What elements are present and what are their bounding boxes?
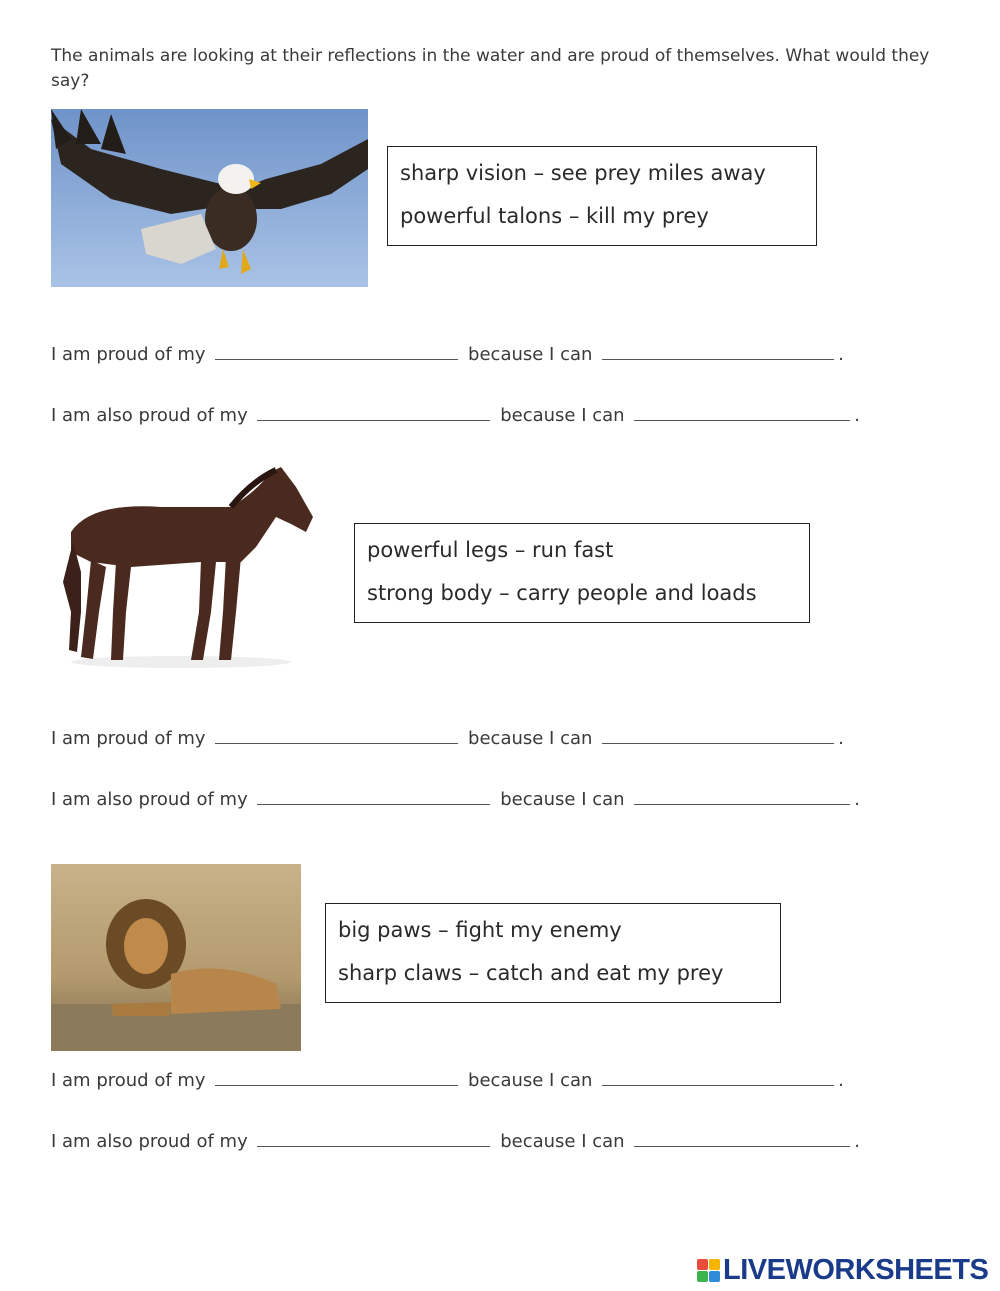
liveworksheets-logo-icon: [697, 1259, 720, 1282]
hint-box-lion: [325, 903, 781, 1003]
answer-sentence-1: I am proud of my because I can .: [51, 344, 844, 365]
liveworksheets-logo: [697, 1253, 988, 1287]
hint-line: sharp vision – see prey miles away: [400, 161, 766, 185]
answer-blank[interactable]: [602, 1070, 834, 1086]
horse-image: [51, 462, 321, 674]
answer-sentence-4: I am also proud of my because I can .: [51, 789, 861, 810]
logo-square: [697, 1259, 708, 1270]
answer-blank[interactable]: [634, 789, 850, 805]
hint-line: powerful talons – kill my prey: [400, 204, 709, 228]
answer-sentence-6: I am also proud of my because I can .: [51, 1131, 861, 1152]
answer-blank[interactable]: [257, 405, 490, 421]
answer-sentence-3: I am proud of my because I can .: [51, 728, 844, 749]
logo-square: [709, 1259, 720, 1270]
logo-square: [709, 1271, 720, 1282]
logo-square: [697, 1271, 708, 1282]
hint-box-eagle: [387, 146, 817, 246]
hint-line: big paws – fight my enemy: [338, 918, 622, 942]
answer-blank[interactable]: [602, 344, 834, 360]
answer-blank[interactable]: [215, 728, 458, 744]
answer-blank[interactable]: [215, 344, 458, 360]
answer-blank[interactable]: [634, 405, 850, 421]
answer-blank[interactable]: [215, 1070, 458, 1086]
answer-sentence-5: I am proud of my because I can .: [51, 1070, 844, 1091]
instructions: The animals are looking at their reflections in the water and are proud of themselves. What would they say?: [51, 46, 930, 91]
answer-blank[interactable]: [257, 789, 490, 805]
answer-blank[interactable]: [257, 1131, 490, 1147]
lion-image: [51, 864, 301, 1051]
eagle-image: [51, 109, 368, 287]
hint-line: powerful legs – run fast: [367, 538, 614, 562]
hint-line: sharp claws – catch and eat my prey: [338, 961, 724, 985]
hint-line: strong body – carry people and loads: [367, 581, 757, 605]
answer-blank[interactable]: [634, 1131, 850, 1147]
logo-text: LIVEWORKSHEETS: [723, 1253, 989, 1286]
hint-box-horse: [354, 523, 810, 623]
answer-blank[interactable]: [602, 728, 834, 744]
answer-sentence-2: I am also proud of my because I can .: [51, 405, 861, 426]
